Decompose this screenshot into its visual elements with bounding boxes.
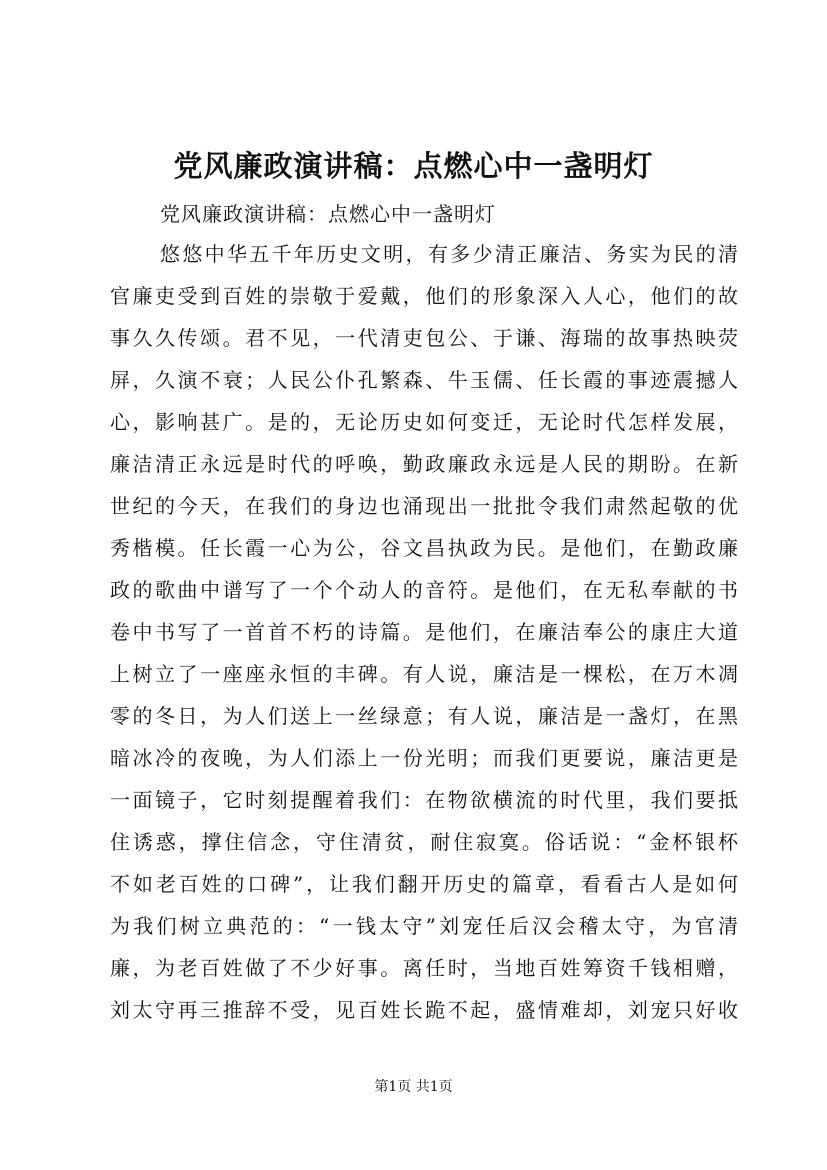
body-line: 秀楷模。任长霞一心为公，谷文昌执政为民。是他们，在勤政廉 xyxy=(110,536,738,560)
body-line: 悠悠中华五千年历史文明，有多少清正廉洁、务实为民的清 xyxy=(160,242,738,266)
body-line: 卷中书写了一首首不朽的诗篇。是他们，在廉洁奉公的康庄大道 xyxy=(110,620,738,644)
body-line: 事久久传颂。君不见，一代清吏包公、于谦、海瑞的故事热映荧 xyxy=(110,326,738,350)
body-line: 不如老百姓的口碑”，让我们翻开历史的篇章，看看古人是如何 xyxy=(110,872,738,896)
document-subtitle: 党风廉政演讲稿：点燃心中一盏明灯 xyxy=(160,202,496,226)
body-line: 刘太守再三推辞不受，见百姓长跪不起，盛情难却，刘宠只好收 xyxy=(110,998,738,1022)
body-line: 世纪的今天，在我们的身边也涌现出一批批令我们肃然起敬的优 xyxy=(110,494,738,518)
body-line: 上树立了一座座永恒的丰碑。有人说，廉洁是一棵松，在万木凋 xyxy=(110,662,738,686)
body-line: 零的冬日，为人们送上一丝绿意；有人说，廉洁是一盏灯，在黑 xyxy=(110,704,738,728)
document-title: 党风廉政演讲稿：点燃心中一盏明灯 xyxy=(173,149,654,183)
body-line: 廉，为老百姓做了不少好事。离任时，当地百姓筹资千钱相赠， xyxy=(110,956,738,980)
body-line: 为我们树立典范的：“一钱太守”刘宠任后汉会稽太守，为官清 xyxy=(110,914,738,938)
body-line: 政的歌曲中谱写了一个个动人的音符。是他们，在无私奉献的书 xyxy=(110,578,738,602)
body-line: 官廉吏受到百姓的崇敬于爱戴，他们的形象深入人心，他们的故 xyxy=(110,284,738,308)
body-line: 屏，久演不衰；人民公仆孔繁森、牛玉儒、任长霞的事迹震撼人 xyxy=(110,368,738,392)
body-line: 心，影响甚广。是的，无论历史如何变迁，无论时代怎样发展， xyxy=(110,410,738,434)
body-line: 一面镜子，它时刻提醒着我们：在物欲横流的时代里，我们要抵 xyxy=(110,788,738,812)
body-line: 廉洁清正永远是时代的呼唤，勤政廉政永远是人民的期盼。在新 xyxy=(110,452,738,476)
body-line: 暗冰冷的夜晚，为人们添上一份光明；而我们更要说，廉洁更是 xyxy=(110,746,738,770)
body-line: 住诱惑，撑住信念，守住清贫，耐住寂寞。俗话说：“金杯银杯 xyxy=(110,830,738,854)
page-number-footer: 第1页 共1页 xyxy=(374,1079,453,1095)
